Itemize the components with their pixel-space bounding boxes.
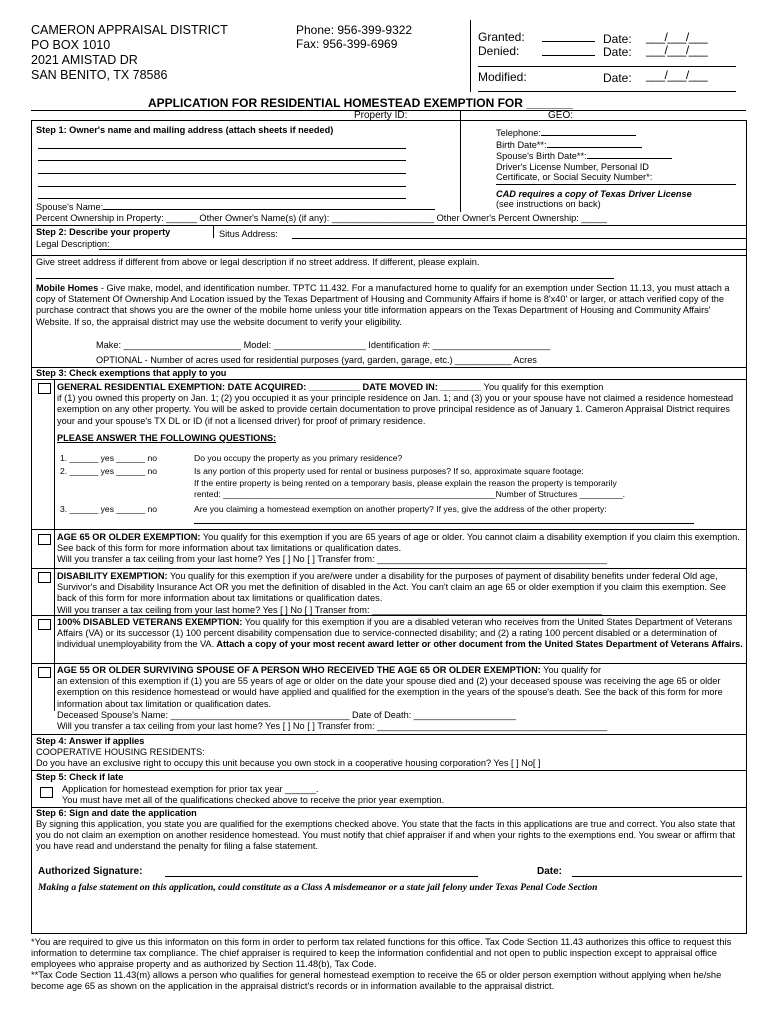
q2-answer: 2. ______ yes ______ no [60, 466, 158, 476]
step3-heading: Step 3: Check exemptions that apply to you [36, 368, 227, 378]
telephone-label: Telephone: [496, 128, 541, 138]
late-filing-checkbox[interactable] [40, 787, 53, 798]
age65-text: AGE 65 OR OLDER EXEMPTION: You qualify for this exemption if you are 65 years of age or older. You cannot claim a disability exemption if you claim this exemption. See back of this form for more information about tax limitations or qualification dates. Will you transfer a tax ceiling from your last home? Yes [ ] No [ ] Transfer from: _____________________________________________ [57, 532, 740, 565]
q2-note: If the entire property is being rented on a temporary basis, please explain the reason the property is temporarily [194, 478, 617, 488]
cad-instructions: (see instructions on back) [496, 199, 601, 209]
birth-date-label: Birth Date**: [496, 139, 547, 150]
ownership-line: Percent Ownership in Property: ______ Other Owner's Name(s) (if any): ____________________ Other Owner's Percent Ownership: _____ [36, 213, 607, 223]
q2-text: Is any portion of this property used for rental or business purposes? If so, approximate square footage: [194, 466, 584, 476]
sign-date-field[interactable] [572, 876, 742, 877]
coop-question: Do you have an exclusive right to occupy this unit because you own stock in a cooperative housing corporation? Yes [ ] No[ ] [36, 758, 541, 768]
questions-heading: PLEASE ANSWER THE FOLLOWING QUESTIONS: [57, 433, 277, 443]
coop-heading: COOPERATIVE HOUSING RESIDENTS: [36, 747, 205, 757]
org-line: PO BOX 1010 [31, 38, 111, 52]
q3-answer: 3. ______ yes ______ no [60, 504, 158, 514]
step5-heading: Step 5: Check if late [36, 772, 124, 782]
cad-requirement: CAD requires a copy of Texas Driver License [496, 189, 692, 199]
surviving-spouse-text: AGE 55 OR OLDER SURVIVING SPOUSE OF A PERSON WHO RECEIVED THE AGE 65 OR OLDER EXEMPTION: You qualify for an extension of this exemption if (1) you are 55 years of age or older on the date your spouse died and (2) your deceased spouse was receiving the age 65 or older exemption on this residence homestead or would have applied and qualified for the exemption in the years of the spouse's death. See the back of this form for more information about tax limitation or qualification dates. Deceased Spouse's Name: ___________________________________ Date of Death: ____________________ Will you transfer a tax ceiling from your last home? Yes [ ] No [ ] Transfer from: _____________________________________________ [57, 665, 723, 732]
org-line: SAN BENITO, TX 78586 [31, 68, 168, 82]
mobile-make-line: Make: _______________________ Model: __________________ Identification #: _______________________ [96, 340, 551, 350]
step6-text: By signing this application, you state you are qualified for the exemptions checked above. You state that the facts in this applications are true and correct. You also state that you do not claim an exemption on another residence homestead. You must notify that chief appraiser if and when your rights to the exemptions end. You swear or affirm that you have read and understand the penalty for filing a false statement. [36, 819, 736, 852]
step1-heading: Step 1: Owner's name and mailing address (attach sheets if needed) [36, 125, 334, 135]
step2-heading: Step 2: Describe your property [36, 227, 171, 237]
general-exemption-checkbox[interactable] [38, 383, 51, 394]
mobile-homes-paragraph: Mobile Homes - Give make, model, and identification number. TPTC 11.432. For a manufactured home to qualify for an exemption under Section 11.13, you must attach a copy of Statement Of Ownership And Location issued by the Texas Department of Housing and Community Affairs if home is 8'x40' or larger, or attach verified copy of the purchase contract that shows you are the owner of the mobile home unless your title information appears on the Texas Department of Housing and Community Affairs' Website. If so, the appraisal district may use the website document to verify your eligibility. [36, 283, 730, 327]
spouse-name-label: Spouse's Name: [36, 201, 435, 213]
q1-answer: 1. ______ yes ______ no [60, 453, 158, 463]
address-note: Give street address if different from above or legal description if no street address. If different, please explain. [36, 257, 480, 267]
sign-date-label: Date: [537, 866, 563, 877]
legal-description-label: Legal Description: [36, 239, 110, 249]
geo-label: GEO: [548, 110, 574, 121]
modified-label: Modified: [478, 70, 527, 84]
false-statement-warning: Making a false statement on this application, could constitute as a Class A misdemeanor or a state jail felony under Texas Penal Code Section [38, 882, 598, 893]
dl-label-2: Certificate, or Social Secuity Number*: [496, 172, 653, 182]
disability-checkbox[interactable] [38, 572, 51, 583]
denied-label: Denied: [478, 44, 520, 58]
date-label: Date: [603, 71, 632, 85]
date-label: Date: [603, 45, 632, 59]
q1-text: Do you occupy the property as you primary residence? [194, 453, 403, 463]
situs-label: Situs Address: [219, 229, 278, 239]
footer-note-2: **Tax Code Section 11.43(m) allows a person who qualifies for general homestead exemption to receive the 65 or older person exemption without applying when he/she become age 65 as shown on the application in the appraisal district's records or in information available to the appraisal district. [31, 970, 722, 991]
step4-heading: Step 4: Answer if applies [36, 736, 145, 746]
date-label: Date: [603, 32, 632, 46]
signature-field[interactable] [165, 876, 478, 877]
late-line-2: You must have met all of the qualifications checked above to receive the prior year exemption. [62, 795, 445, 805]
signature-label: Authorized Signature: [38, 866, 143, 877]
acres-line: OPTIONAL - Number of acres used for residential purposes (yard, garden, garage, etc.) ___________ Acres [96, 355, 537, 365]
general-exemption-text: GENERAL RESIDENTIAL EXEMPTION: DATE ACQUIRED: __________ DATE MOVED IN: ________ You qualify for this exemption if (1) you owned this property on Jan. 1; (2) you occupied it as your principle residence on Jan. 1; and (3) you or your spouse have not claimed a residence homestead exemption on any other property. You will be asked to provide certain documentation to prove principal residence as of January 1. Cameron Appraisal District requires your and your spouse's TX DL or ID (if not a licensed driver) for proof of primary residence. [57, 382, 734, 426]
late-line-1: Application for homestead exemption for prior tax year ______. [62, 784, 319, 794]
district-address [31, 23, 228, 83]
disability-text: DISABILITY EXEMPTION: You qualify for this exemption if you are/were under a disability for the purposes of payment of disability benefits under federal Old age, Survivor's and Disability Insurance Act OR you met the definition of disabled in the Act. You can't claim an age 65 or older exemption if you claim this exemption. See back of this form for more information about tax limitations or qualification dates. Will you transer a tax ceiling from your last home? Yes [ ] No [ ] Transer from: _____________________________________________ [57, 571, 726, 615]
org-line: CAMERON APPRAISAL DISTRICT [31, 23, 228, 37]
age65-checkbox[interactable] [38, 534, 51, 545]
org-line: 2021 AMISTAD DR [31, 53, 138, 67]
spouse-birth-label: Spouse's Birth Date**: [496, 151, 587, 161]
footer-note-1: *You are required to give us this informaton on this form in order to perform tax related functions for this office. Tax Code Section 11.43 authorizes this office to request this information to determine tax compliance. The chief appraiser is required to keep the information confidential and not open to public inspection except to appraisal office employees who appraise property and as authorized by Section 11.48(b), Tax Code. [31, 937, 732, 969]
granted-label: Granted: [478, 30, 525, 44]
page-title: APPLICATION FOR RESIDENTIAL HOMESTEAD EXEMPTION FOR _______ [148, 96, 573, 110]
step6-heading: Step 6: Sign and date the application [36, 808, 197, 818]
q3-text: Are you claiming a homestead exemption on another property? If yes, give the address of the other property: [194, 504, 607, 514]
contact-block [496, 127, 672, 183]
q2-rented: rented: _________________________________________________________Number of Structures _________. [194, 489, 626, 499]
dl-label-1: Driver's License Number, Personal ID [496, 161, 649, 172]
fax: Fax: 956-399-6969 [296, 37, 398, 51]
surviving-spouse-checkbox[interactable] [38, 667, 51, 678]
property-id-label: Property ID: [354, 110, 408, 121]
phone: Phone: 956-399-9322 [296, 23, 413, 37]
veteran-checkbox[interactable] [38, 619, 51, 630]
veteran-text: 100% DISABLED VETERANS EXEMPTION: You qualify for this exemption if you are a disabled veteran who receives from the United States Department of Veterans Affairs (VA) or its successor (1) 100 percent disability compensation due to service-connected disability; and (2) a rating 100 percent disabled or a determination of individual unemployability from the VA. Attach a copy of your most recent award letter or other document from the United States Department of Veterans Affairs. [57, 617, 743, 650]
